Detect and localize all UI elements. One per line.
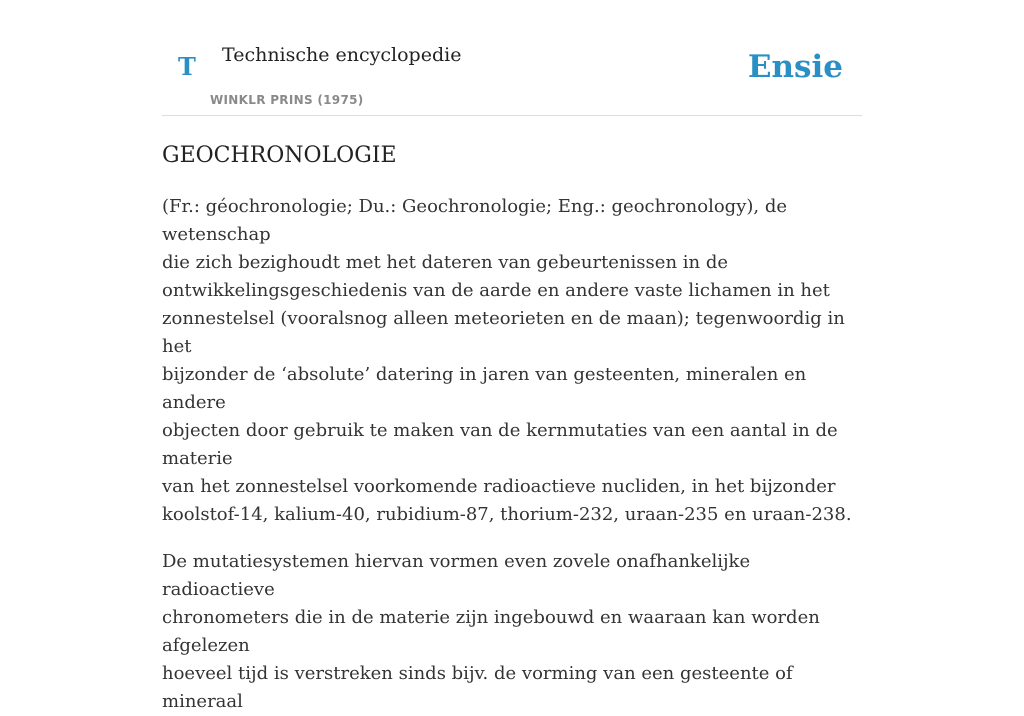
paragraph-line: objecten door gebruik te maken van de kernmutaties van een aantal in de materie [162, 420, 838, 469]
article-title: GEOCHRONOLOGIE [162, 143, 397, 168]
paragraph-line: De mutatiesystemen hiervan vormen even zovele onafhankelijke radioactieve [162, 551, 751, 600]
paragraph-line: die zich bezighoudt met het dateren van gebeurtenissen in de [162, 252, 728, 273]
book-source: WINKLR PRINS (1975) [210, 93, 364, 107]
paragraph-line: van het zonnestelsel voorkomende radioactieve nucliden, in het bijzonder [162, 476, 836, 497]
book-title[interactable]: Technische encyclopedie [222, 44, 462, 66]
paragraph-line: bijzonder de ‘absolute’ datering in jaren van gesteenten, mineralen en andere [162, 364, 807, 413]
article-paragraph [162, 193, 862, 529]
paragraph-line: chronometers die in de materie zijn ingebouwd en waaraan kan worden afgelezen [162, 607, 820, 656]
brand-logo[interactable]: Ensie [747, 49, 843, 85]
paragraph-line: ontwikkelingsgeschiedenis van de aarde en andere vaste lichamen in het [162, 280, 830, 301]
article-paragraph [162, 548, 862, 716]
paragraph-line: zonnestelsel (vooralsnog alleen meteorieten en de maan); tegenwoordig in het [162, 308, 845, 357]
book-logo-icon[interactable]: T [178, 52, 196, 81]
paragraph-line: (Fr.: géochronologie; Du.: Geochronologie; Eng.: geochronology), de wetenschap [162, 196, 788, 245]
paragraph-line: hoeveel tijd is verstreken sinds bijv. de vorming van een gesteente of mineraal [162, 663, 793, 712]
header [162, 0, 862, 116]
page [162, 0, 862, 716]
paragraph-line: koolstof-14, kalium-40, rubidium-87, thorium-232, uraan-235 en uraan-238. [162, 504, 852, 525]
